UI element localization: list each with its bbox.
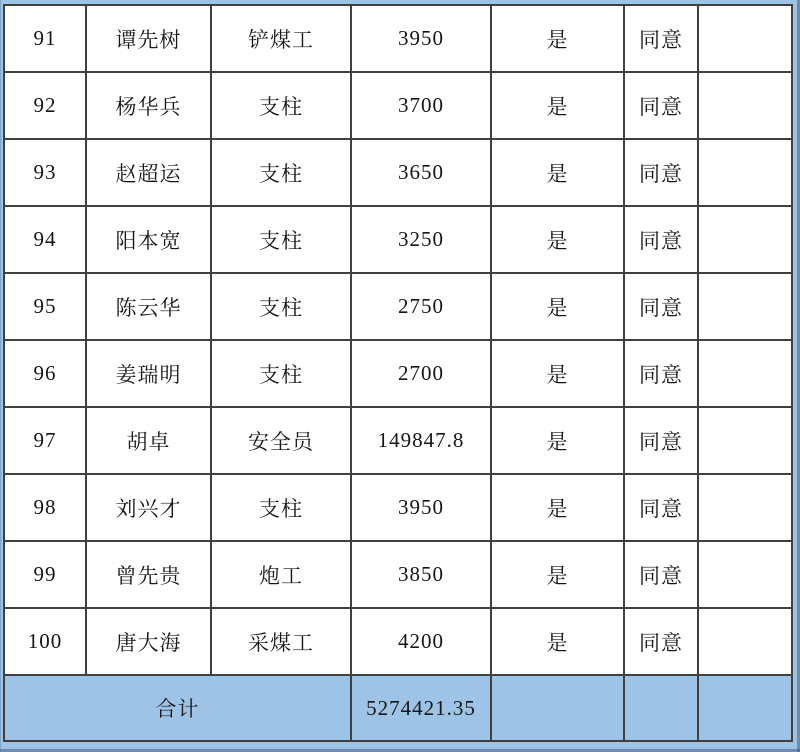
table-row [4,608,792,675]
table-row [4,206,792,273]
cell-job: 支柱 [211,139,351,206]
cell-confirm: 是 [491,407,624,474]
cell-seq: 91 [4,5,86,72]
total-label-cell: 合计 [4,675,351,741]
table-row [4,407,792,474]
cell-amount: 3250 [351,206,491,273]
cell-seq: 95 [4,273,86,340]
cell-confirm: 是 [491,340,624,407]
total-amount-cell: 5274421.35 [351,675,491,741]
total-approval-cell [624,675,698,741]
cell-job: 支柱 [211,340,351,407]
cell-seq: 93 [4,139,86,206]
table-row [4,474,792,541]
cell-remark [698,72,792,139]
cell-approval: 同意 [624,72,698,139]
cell-amount: 3950 [351,5,491,72]
cell-amount: 2750 [351,273,491,340]
cell-name: 胡卓 [86,407,211,474]
cell-confirm: 是 [491,474,624,541]
cell-confirm: 是 [491,608,624,675]
table-row [4,273,792,340]
cell-job: 采煤工 [211,608,351,675]
total-row [4,675,792,741]
cell-name: 阳本宽 [86,206,211,273]
cell-remark [698,407,792,474]
cell-name: 赵超运 [86,139,211,206]
cell-amount: 3650 [351,139,491,206]
cell-seq: 96 [4,340,86,407]
table-row [4,5,792,72]
cell-approval: 同意 [624,206,698,273]
cell-approval: 同意 [624,608,698,675]
cell-remark [698,139,792,206]
cell-approval: 同意 [624,474,698,541]
cell-approval: 同意 [624,273,698,340]
cell-job: 支柱 [211,72,351,139]
total-confirm-cell [491,675,624,741]
cell-approval: 同意 [624,541,698,608]
cell-amount: 3700 [351,72,491,139]
cell-remark [698,474,792,541]
cell-remark [698,5,792,72]
cell-name: 曾先贵 [86,541,211,608]
cell-seq: 98 [4,474,86,541]
cell-seq: 92 [4,72,86,139]
cell-seq: 94 [4,206,86,273]
cell-remark [698,340,792,407]
cell-confirm: 是 [491,5,624,72]
table-row [4,340,792,407]
cell-name: 谭先树 [86,5,211,72]
cell-job: 支柱 [211,273,351,340]
cell-remark [698,206,792,273]
cell-amount: 4200 [351,608,491,675]
cell-remark [698,273,792,340]
cell-confirm: 是 [491,72,624,139]
cell-approval: 同意 [624,5,698,72]
cell-name: 杨华兵 [86,72,211,139]
cell-job: 铲煤工 [211,5,351,72]
cell-seq: 97 [4,407,86,474]
cell-approval: 同意 [624,340,698,407]
cell-amount: 2700 [351,340,491,407]
table-row [4,72,792,139]
cell-approval: 同意 [624,139,698,206]
cell-job: 支柱 [211,474,351,541]
table-row [4,139,792,206]
cell-confirm: 是 [491,541,624,608]
cell-amount: 3850 [351,541,491,608]
cell-amount: 3950 [351,474,491,541]
cell-confirm: 是 [491,273,624,340]
cell-name: 唐大海 [86,608,211,675]
table-row [4,541,792,608]
cell-remark [698,541,792,608]
cell-job: 炮工 [211,541,351,608]
cell-name: 姜瑞明 [86,340,211,407]
cell-name: 刘兴才 [86,474,211,541]
cell-seq: 100 [4,608,86,675]
cell-approval: 同意 [624,407,698,474]
cell-amount: 149847.8 [351,407,491,474]
cell-confirm: 是 [491,206,624,273]
cell-seq: 99 [4,541,86,608]
roster-table [3,4,793,742]
table-body [4,5,792,675]
cell-name: 陈云华 [86,273,211,340]
cell-confirm: 是 [491,139,624,206]
cell-job: 安全员 [211,407,351,474]
total-remark-cell [698,675,792,741]
cell-job: 支柱 [211,206,351,273]
cell-remark [698,608,792,675]
